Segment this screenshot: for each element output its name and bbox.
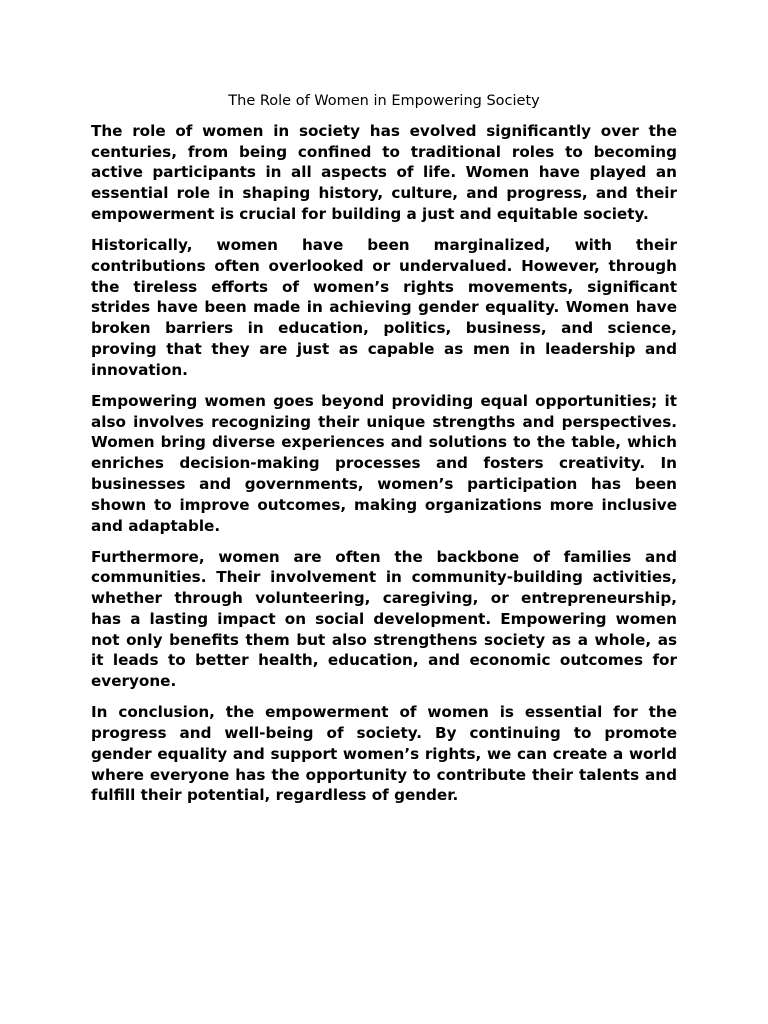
paragraph-conclusion: In conclusion, the empowerment of women is essential for the progress and well-being of society. By continuing to promote gender equality and support women’s rights, we can create a world where everyone has the opportunity to contribute their talents and fulfill their potential, regardless of gender.	[91, 703, 677, 805]
paragraph-history: Historically, women have been marginalized, with their contributions often overlooked or undervalued. However, through the tireless efforts of women’s rights movements, significant strides have been made in achieving gender equality. Women have broken barriers in education, politics, business, and science, proving that they are just as capable as men in leadership and innovation.	[91, 235, 677, 379]
document-title: The Role of Women in Empowering Society	[228, 93, 540, 109]
paragraph-introduction: The role of women in society has evolved significantly over the centuries, from being confined to traditional roles to becoming active participants in all aspects of life. Women have played an essential role in shaping history, culture, and progress, and their empowerment is crucial for building a just and equitable society.	[91, 121, 677, 223]
document-body	[91, 91, 677, 816]
paragraph-community: Furthermore, women are often the backbone of families and communities. Their involvement in community-building activities, whether through volunteering, caregiving, or entrepreneurship, has a lasting impact on social development. Empowering women not only benefits them but also strengthens society as a whole, as it leads to better health, education, and economic outcomes for everyone.	[91, 547, 677, 691]
paragraph-empowerment: Empowering women goes beyond providing equal opportunities; it also involves recognizing their unique strengths and perspectives. Women bring diverse experiences and solutions to the table, which enriches decision-making processes and fosters creativity. In businesses and governments, women’s participation has been shown to improve outcomes, making organizations more inclusive and adaptable.	[91, 391, 677, 535]
